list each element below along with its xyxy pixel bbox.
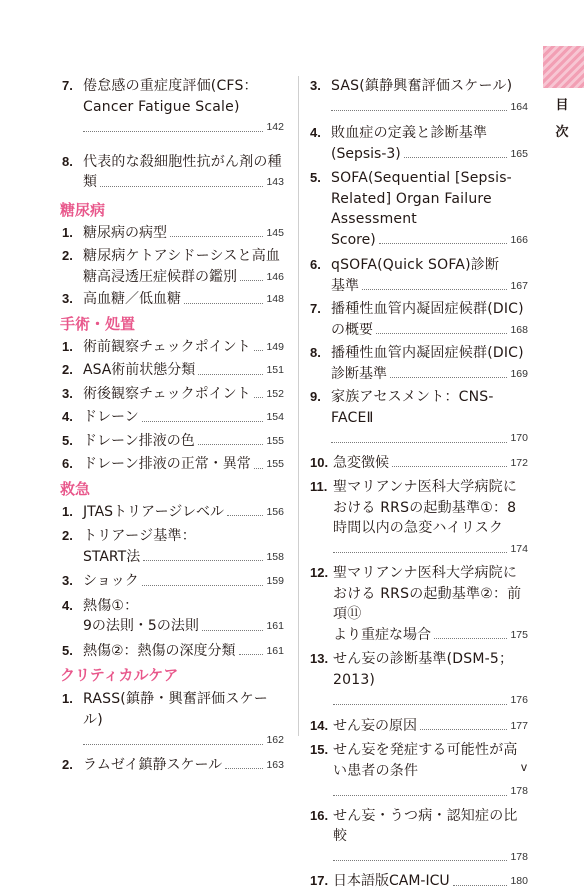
entry-title: せん妄・うつ病・認知症の比較 — [333, 807, 518, 844]
entry-line — [333, 847, 528, 868]
page-ref: 178 — [510, 785, 528, 797]
entry-number: 5. — [310, 170, 321, 185]
entry-title-cont: の概要 — [331, 321, 373, 338]
page-ref: 180 — [510, 875, 528, 887]
entry-title: ASA術前状態分類 — [83, 362, 196, 378]
entry-title-cont: Score) — [331, 231, 376, 248]
entry-title: 聖マリアンナ医科大学病院における RRSの起動基準②：前項⑪ — [333, 565, 522, 622]
entry-title-cont: 診断基準 — [331, 365, 387, 382]
toc-entry — [62, 76, 284, 138]
entry-number: 3. — [62, 573, 73, 588]
page-ref: 167 — [510, 279, 528, 292]
leader-dots — [333, 704, 507, 705]
entry-number: 7. — [62, 78, 73, 93]
entry-line — [83, 730, 284, 751]
toc-entry — [62, 502, 284, 523]
page-ref: 177 — [510, 719, 528, 732]
page-ref: 161 — [266, 620, 284, 632]
entry-number: 14. — [310, 717, 329, 733]
leader-dots — [202, 630, 264, 631]
page-ref: 165 — [510, 147, 528, 160]
entry-title: せん妄を発症する可能性が高い患者の条件 — [333, 742, 518, 779]
page-ref: 178 — [510, 850, 528, 863]
entry-title: 日本語版CAM-ICU — [333, 873, 450, 889]
page-ref: 148 — [266, 293, 284, 305]
leader-dots — [390, 377, 507, 378]
entry-title: 倦怠感の重症度評価(CFS：Cancer Fatigue Scale) — [83, 78, 258, 115]
entry-title: 術前観察チェックポイント — [83, 338, 251, 355]
toc-entry — [310, 123, 528, 164]
page-ref: 170 — [510, 432, 528, 444]
toc-entry — [62, 431, 284, 452]
entry-line — [83, 407, 284, 428]
entry-line — [333, 690, 528, 711]
leader-dots — [83, 131, 263, 132]
leader-dots — [453, 885, 508, 886]
entry-number: 12. — [310, 565, 329, 580]
page-ref: 163 — [266, 758, 284, 771]
leader-dots — [331, 442, 507, 443]
entry-line — [331, 364, 528, 385]
page-ref: 162 — [266, 734, 284, 746]
page-ref: 149 — [266, 340, 284, 353]
entry-title: 聖マリアンナ医科大学病院における RRSの起動基準①：8時間以内の急変ハイリスク — [333, 479, 518, 536]
entry-title: 家族アセスメント：CNS-FACEⅡ — [331, 389, 494, 426]
page-ref: 168 — [510, 323, 528, 336]
page-ref: 176 — [510, 694, 528, 706]
leader-dots — [420, 729, 507, 730]
leader-dots — [142, 585, 264, 586]
entry-title: JTASトリアージレベル — [83, 503, 225, 520]
entry-number: 2. — [62, 248, 73, 263]
page-ref: 151 — [266, 364, 284, 376]
entry-title: 敗血症の定義と診断基準 — [331, 125, 488, 141]
entry-title-cont: START法 — [83, 548, 141, 565]
page-ref: 169 — [510, 367, 528, 380]
toc-entry — [310, 299, 528, 340]
entry-title: 急変徴候 — [333, 454, 389, 471]
entry-title-cont: 9の法則・5の法則 — [83, 618, 199, 634]
entry-title-cont: 糖高浸透圧症候群の鑑別 — [83, 268, 237, 285]
leader-dots — [392, 466, 507, 467]
entry-number: 17. — [310, 873, 329, 888]
entry-title-cont: 類 — [83, 174, 97, 190]
toc-entry — [310, 740, 528, 802]
entry-number: 8. — [62, 153, 73, 169]
entry-line — [333, 716, 528, 737]
entry-title: SAS(鎮静興奮評価スケール) — [331, 78, 513, 94]
leader-dots — [170, 236, 263, 237]
leader-dots — [333, 795, 507, 796]
page-ref: 142 — [266, 121, 284, 133]
entry-number: 2. — [62, 528, 73, 543]
section-heading: クリティカルケア — [60, 666, 179, 684]
page-ref: 152 — [266, 387, 284, 400]
leader-dots — [83, 744, 263, 745]
entry-title: SOFA(Sequential [Sepsis-Related] Organ Failure Assessment — [331, 170, 512, 227]
leader-dots — [184, 303, 263, 304]
entry-number: 4. — [62, 597, 73, 613]
entry-title: 熱傷①： — [83, 597, 139, 614]
entry-title: せん妄の原因 — [333, 717, 417, 734]
entry-title: 高血糖／低血糖 — [83, 291, 181, 307]
leader-dots — [227, 515, 263, 516]
leader-dots — [240, 280, 263, 281]
leader-dots — [198, 444, 264, 445]
entry-line — [83, 172, 284, 193]
leader-dots — [376, 333, 507, 334]
entry-number: 3. — [310, 78, 321, 93]
entry-number: 5. — [62, 642, 73, 658]
toc-entry — [310, 168, 528, 250]
entry-line — [333, 781, 528, 802]
leader-dots — [254, 468, 264, 469]
entry-title: ドレーン排液の正常・異常 — [83, 456, 251, 472]
entry-number: 1. — [62, 503, 73, 519]
entry-line — [83, 641, 284, 662]
toc-entry — [310, 255, 528, 296]
entry-number: 2. — [62, 756, 73, 772]
entry-title: 代表的な殺細胞性抗がん剤の種 — [83, 153, 282, 170]
leader-dots — [333, 552, 507, 553]
page-ref: 158 — [266, 550, 284, 563]
entry-line — [83, 547, 284, 568]
toc-entry — [310, 871, 528, 892]
entry-title-cont: より重症な場合 — [333, 626, 431, 643]
toc-entry — [62, 526, 284, 567]
entry-number: 15. — [310, 742, 329, 757]
toc-entry — [310, 806, 528, 868]
entry-title: 播種性血管内凝固症候群(DIC) — [331, 301, 524, 317]
toc-entry — [62, 360, 284, 381]
toc-entry — [62, 223, 284, 244]
entry-title-cont: (Sepsis-3) — [331, 145, 401, 162]
page-ref: 172 — [510, 456, 528, 469]
entry-title: トリアージ基準： — [83, 528, 196, 544]
entry-number: 1. — [62, 224, 73, 240]
entry-line — [331, 320, 528, 341]
toc-entry — [310, 563, 528, 645]
toc-entry — [310, 76, 528, 117]
entry-line — [333, 453, 528, 474]
leader-dots — [100, 186, 263, 187]
entry-number: 3. — [62, 385, 73, 401]
toc-entry — [62, 337, 284, 358]
leader-dots — [198, 374, 263, 375]
toc-entry — [310, 716, 528, 737]
entry-line — [83, 337, 284, 358]
entry-line — [83, 454, 284, 475]
entry-title: せん妄の診断基準(DSM-5；2013) — [333, 651, 514, 688]
leader-dots — [404, 157, 508, 158]
page-ref: 166 — [510, 233, 528, 246]
entry-title: ドレーン排液の色 — [83, 432, 195, 449]
toc-entry — [310, 343, 528, 384]
entry-number: 1. — [62, 691, 73, 706]
entry-number: 8. — [310, 345, 321, 360]
toc-entry — [310, 387, 528, 449]
entry-line — [331, 428, 528, 449]
toc-right-column — [310, 76, 528, 892]
leader-dots — [333, 860, 507, 861]
side-tab-char: 次 — [555, 125, 569, 140]
entry-line — [83, 223, 284, 244]
entry-line — [83, 755, 284, 776]
entry-line — [331, 97, 528, 118]
entry-number: 6. — [310, 257, 321, 272]
entry-line — [83, 289, 284, 310]
toc-entry — [310, 477, 528, 559]
side-tab-stripe — [543, 46, 584, 88]
entry-line — [331, 276, 528, 297]
page-number: v — [521, 760, 527, 774]
toc-entry — [310, 649, 528, 711]
leader-dots — [379, 243, 508, 244]
entry-number: 6. — [62, 456, 73, 471]
entry-title: 糖尿病ケトアシドーシスと高血 — [83, 248, 281, 264]
entry-number: 9. — [310, 389, 321, 404]
toc-entry — [310, 453, 528, 474]
page-ref: 155 — [266, 434, 284, 447]
page-ref: 154 — [266, 411, 284, 423]
section-heading: 手術・処置 — [60, 314, 136, 333]
page-ref: 164 — [510, 100, 528, 113]
toc-entry — [62, 246, 284, 287]
leader-dots — [254, 397, 264, 398]
page-ref: 146 — [266, 270, 284, 283]
page-ref: 161 — [266, 644, 284, 657]
toc-entry — [62, 152, 284, 193]
entry-line — [83, 267, 284, 288]
entry-title: RASS(鎮静・興奮評価スケール) — [83, 691, 268, 728]
section-heading: 救急 — [60, 479, 91, 498]
toc-entry — [62, 384, 284, 405]
entry-title: 播種性血管内凝固症候群(DIC) — [331, 345, 524, 361]
leader-dots — [225, 768, 263, 769]
entry-line — [83, 117, 284, 138]
side-tab-label — [552, 92, 572, 146]
entry-title: ショック — [83, 573, 139, 589]
section-heading: 糖尿病 — [60, 200, 106, 219]
toc-entry — [62, 755, 284, 776]
side-tab-char: 目 — [555, 98, 569, 113]
entry-number: 3. — [62, 291, 73, 306]
entry-line — [83, 502, 284, 523]
leader-dots — [362, 289, 507, 290]
entry-title: ラムゼイ鎮静スケール — [83, 756, 223, 773]
entry-title-cont: 基準 — [331, 277, 359, 294]
page-ref: 156 — [266, 505, 284, 518]
entry-number: 1. — [62, 338, 73, 354]
entry-title: ドレーン — [83, 409, 139, 425]
page-ref: 143 — [266, 176, 284, 188]
leader-dots — [143, 560, 263, 561]
toc-entry — [62, 407, 284, 428]
toc-entry — [62, 454, 284, 475]
entry-line — [83, 616, 284, 637]
entry-line — [83, 384, 284, 405]
entry-number: 11. — [310, 479, 328, 494]
entry-number: 4. — [62, 409, 73, 424]
page-ref: 175 — [510, 628, 528, 641]
page-ref: 159 — [266, 575, 284, 587]
entry-line — [331, 230, 528, 251]
toc-left-column — [62, 76, 284, 775]
entry-number: 13. — [310, 651, 329, 666]
entry-line — [333, 625, 528, 646]
entry-number: 7. — [310, 301, 321, 316]
entry-number: 4. — [310, 125, 321, 140]
page-ref: 145 — [266, 226, 284, 239]
column-divider — [298, 76, 299, 736]
entry-number: 5. — [62, 432, 73, 448]
entry-title: qSOFA(Quick SOFA)診断 — [331, 257, 500, 273]
leader-dots — [239, 654, 264, 655]
leader-dots — [434, 638, 507, 639]
entry-number: 16. — [310, 807, 329, 823]
entry-title: 熱傷②：熱傷の深度分類 — [83, 642, 236, 659]
entry-number: 2. — [62, 362, 73, 377]
toc-entry — [62, 596, 284, 637]
toc-entry — [62, 571, 284, 592]
entry-line — [333, 539, 528, 560]
toc-entry — [62, 689, 284, 751]
page-ref: 174 — [510, 542, 528, 555]
entry-line — [331, 144, 528, 165]
entry-line — [333, 871, 528, 892]
toc-entry — [62, 289, 284, 310]
entry-number: 10. — [310, 454, 329, 470]
entry-line — [83, 431, 284, 452]
entry-title: 糖尿病の病型 — [83, 224, 167, 241]
entry-line — [83, 571, 284, 592]
entry-line — [83, 360, 284, 381]
leader-dots — [331, 110, 507, 111]
page-ref: 155 — [266, 458, 284, 470]
leader-dots — [254, 350, 264, 351]
entry-title: 術後観察チェックポイント — [83, 385, 251, 402]
leader-dots — [142, 421, 264, 422]
toc-entry — [62, 641, 284, 662]
